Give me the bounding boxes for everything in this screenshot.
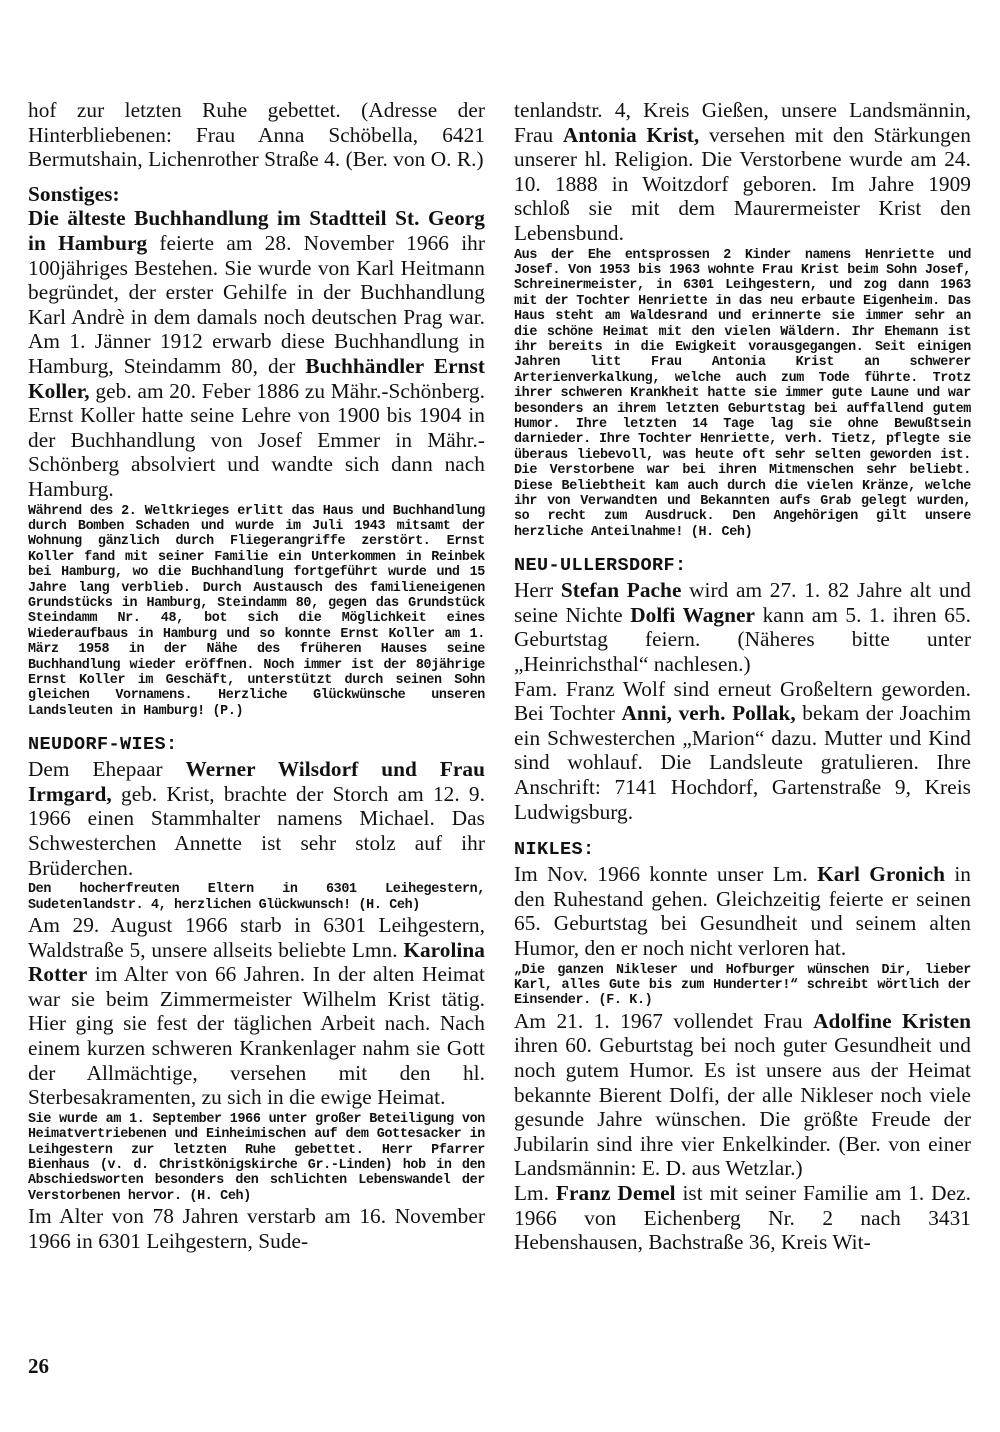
text-rotter-1: Am 29. August 1966 starb in 6301 Leihgestern, Waldstraße 5, unsere allseits beliebte Lmn.: [28, 912, 485, 962]
right-column: [514, 98, 971, 1255]
paragraph-wolf-grandparents: [514, 677, 971, 825]
smallprint-krist-life: Aus der Ehe entsprossen 2 Kinder namens Henriette und Josef. Von 1953 bis 1963 wohnte Frau Krist beim Sohn Josef, Schreinermeister, in 6301 Leihgestern, und zog dann 1963 mit der Tochter Henriette in das neu erbaute Eigenheim. Das Haus steht am Waldesrand und erinnerte sie immer sehr an die schöne Heimat mit den vielen Wäldern. Ihr Ehemann ist ihr bereits in die Ewigkeit vorausgegangen. Seit einigen Jahren litt Frau Antonia Krist an schwerer Arterienverkalkung, welche auch zum Tode führte. Trotz ihrer schweren Krankheit hatte sie immer gute Laune und war besonders an ihrem letzten Geburtstag bei auffallend gutem Humor. Ihre letzten 14 Tage lag sie ohne Bewußtsein darnieder. Ihre Tochter Henriette, verh. Tietz, pflegte sie überaus liebevoll, was heute oft sehr selten geworden ist. Die Verstorbene war bei ihren Mitmenschen sehr beliebt. Diese Beliebtheit kam auch durch die vielen Kränze, welche ihr von Verwandten und Bekannten aufs Grab gelegt wurden, so recht zum Ausdruck. Den Angehörigen gilt unsere herzliche Anteilnahme! (H. Ceh): [514, 247, 971, 540]
bold-anni-pollak: Anni, verh. Pollak,: [621, 701, 796, 726]
text-pache-1: Herr: [514, 578, 561, 603]
text-krist-1: tenlandstr. 4, Kreis Gießen, unsere Landsmännin, Frau: [514, 98, 971, 147]
text-kristen-1: Am 21. 1. 1967 vollendet Frau: [514, 1008, 814, 1033]
paragraph-wilsdorf-birth: [28, 757, 485, 880]
smallprint-wilsdorf-congrats: Den hocherfreuten Eltern in 6301 Leihegestern, Sudetenlandstr. 4, herzlichen Glückwunsch! (H. Ceh): [28, 882, 485, 913]
text-wolf-2: bekam der Joachim ein Schwesterchen „Marion“ dazu. Mutter und Kind sind wohlauf. Die Landsleute gratulieren. Ihre Anschrift: 7141 Hochdorf, Gartenstraße 9, Kreis Ludwigsburg.: [514, 701, 971, 824]
bold-wilsdorf-names: Werner Wilsdorf und Frau Irmgard,: [28, 757, 485, 806]
text-pache-3: kann am 5. 1. ihren 65. Geburtstag feiern. (Näheres bitte unter „Heinrichsthal“ nachlesen.): [514, 602, 971, 677]
heading-sonstiges: [28, 182, 485, 207]
bold-antonia-krist: Antonia Krist,: [562, 122, 700, 147]
bold-franz-demel: Franz Demel: [555, 1180, 676, 1205]
smallprint-gronich-wishes: „Die ganzen Nikleser und Hofburger wünschen Dir, lieber Karl, alles Gute bis zum Hunderter!“ schreibt wörtlich der Einsender. (F. K.): [514, 962, 971, 1009]
page-number: 26: [28, 1354, 49, 1378]
text-demel-1: Lm.: [514, 1180, 556, 1205]
left-column: [28, 98, 485, 1253]
text-pache-2: wird am 27. 1. 82 Jahre alt und seine Nichte: [514, 578, 971, 627]
smallprint-rotter-burial: Sie wurde am 1. September 1966 unter großer Beteiligung von Heimatvertriebenen und Einheimischen auf dem Gottesacker in Leihgestern zur letzten Ruhe gebettet. Herr Pfarrer Bienhaus (v. d. Christkönigskirche Gr.-Linden) hob in den Abschiedsworten besonders den schlichten Lebenswandel der Verstorbenen hervor. (H. Ceh): [28, 1111, 485, 1204]
heading-neu-ullersdorf: NEU-ULLERSDORF:: [514, 555, 687, 577]
text-wilsdorf-2: geb. Krist, brachte der Storch am 12. 9. 1966 einen Stammhalter namens Michael. Das Schwesterchen Annette ist sehr stolz auf ihr Brüderchen.: [28, 781, 485, 880]
text-bookshop-2: geb. am 20. Feber 1886 zu Mähr.-Schönberg. Ernst Koller hatte seine Lehre von 1900 bis 1904 in der Buchhandlung von Josef Emmer in Mähr.-Schönberg absolviert und wandte sich dann nach Hamburg.: [28, 378, 485, 501]
smallprint-bookshop-history: Während des 2. Weltkrieges erlitt das Haus und Buchhandlung durch Bomben Schaden und wurde im Juli 1943 mitsamt der Wohnung gänzlich durch Fliegerangriffe zerstört. Ernst Koller fand mit seiner Familie ein Unterkommen in Reinbek bei Hamburg, wo die Buchhandlung fortgeführt wurde und 15 Jahre lang verblieb. Durch Austausch des familieneigenen Grundstücks in Hamburg, Steindamm 80, gegen das Grundstück Steindamm Nr. 48, bot sich die Möglichkeit eines Wiederaufbaus in Hamburg und so konnte Ernst Koller am 1. März 1958 in der Nähe des früheren Hauses seine Buchhandlung wieder eröffnen. Noch immer ist der 80jährige Ernst Koller im Geschäft, unterstützt durch seinen Sohn gleichen Vornamens. Herzliche Glückwünsche unseren Landsleuten in Hamburg! (P.): [28, 503, 485, 719]
text-wilsdorf-1: Dem Ehepaar: [28, 757, 186, 782]
paragraph-burial-address: hof zur letzten Ruhe gebettet. (Adresse der Hinterbliebenen: Frau Anna Schöbella, 6421 Bermutshain, Lichenrother Straße 4. (Ber. von O. R.): [28, 98, 485, 172]
text-demel-2: ist mit seiner Familie am 1. Dez. 1966 von Eichenberg Nr. 2 nach 3431 Hebenshausen, Bachstraße 36, Kreis Wit-: [514, 1180, 971, 1255]
bold-stefan-pache: Stefan Pache: [560, 578, 682, 603]
paragraph-antonia-krist: [514, 98, 971, 246]
heading-sonstiges-text: Sonstiges:: [28, 181, 120, 206]
text-rotter-2: im Alter von 66 Jahren. In der alten Heimat war sie beim Zimmermeister Wilhelm Krist tätig. Hier ging sie fest der täglichen Arbeit nach. Nach einem kurzen schweren Krankenlager nahm sie Gott der Allmächtige, versehen mit den hl. Sterbesakramenten, zu sich in die ewige Heimat.: [28, 962, 485, 1110]
bold-adolfine-kristen: Adolfine Kristen: [813, 1008, 971, 1033]
bold-karl-gronich: Karl Gronich: [817, 862, 945, 887]
bold-dolfi-wagner: Dolfi Wagner: [630, 602, 756, 627]
text-wolf-1: Fam. Franz Wolf sind erneut Großeltern geworden. Bei Tochter: [514, 676, 971, 726]
text-gronich-2: in den Ruhestand gehen. Gleichzeitig feierte er seinen 65. Geburtstag bei Gesundheit und seinem alten Humor, den er noch nicht verloren hat.: [514, 862, 971, 960]
heading-nikles: NIKLES:: [514, 839, 595, 861]
paragraph-kristen: [514, 1009, 971, 1181]
text-bookshop-1: feierte am 28. November 1966 ihr 100jähriges Bestehen. Sie wurde von Karl Heitmann begründet, der erster Gehilfe in der Buchhandlung Karl Andrè in dem damals noch deutschen Prag war. Am 1. Jänner 1912 erwarb diese Buchhandlung in Hamburg, Steindamm 80, der: [28, 230, 485, 378]
paragraph-demel: [514, 1181, 971, 1255]
bold-karolina-rotter: Karolina Rotter: [28, 937, 485, 987]
paragraph-krist-death-start: Im Alter von 78 Jahren verstarb am 16. November 1966 in 6301 Leihgestern, Sude-: [28, 1204, 485, 1253]
text-kristen-2: ihren 60. Geburtstag bei noch guter Gesundheit und noch gutem Humor. Es ist unsere aus der Heimat bekannte Bierent Dolfi, der alle Nikleser noch viele gesunde Jahre wünschen. Die größte Freude der Jubilarin sind ihre vier Enkelkinder. (Ber. von einer Landsmännin: E. D. aus Wetzlar.): [514, 1033, 971, 1181]
bold-ernst-koller: Buchhändler Ernst Koller,: [28, 353, 485, 403]
text-gronich-1: Im Nov. 1966 konnte unser Lm.: [514, 862, 818, 887]
paragraph-pache-wagner: [514, 578, 971, 676]
paragraph-gronich: [514, 862, 971, 960]
text-krist-2: versehen mit den Stärkungen unserer hl. Religion. Die Verstorbene wurde am 24. 10. 1888 in Woitzdorf geboren. Im Jahre 1909 schloß sie mit dem Maurermeister Krist den Lebensbund.: [514, 122, 971, 245]
bold-bookshop-title: Die älteste Buchhandlung im Stadtteil St. Georg in Hamburg: [28, 206, 485, 255]
heading-neudorf-wies: NEUDORF-WIES:: [28, 734, 178, 756]
paragraph-bookshop: [28, 206, 485, 501]
paragraph-rotter-death: [28, 913, 485, 1110]
